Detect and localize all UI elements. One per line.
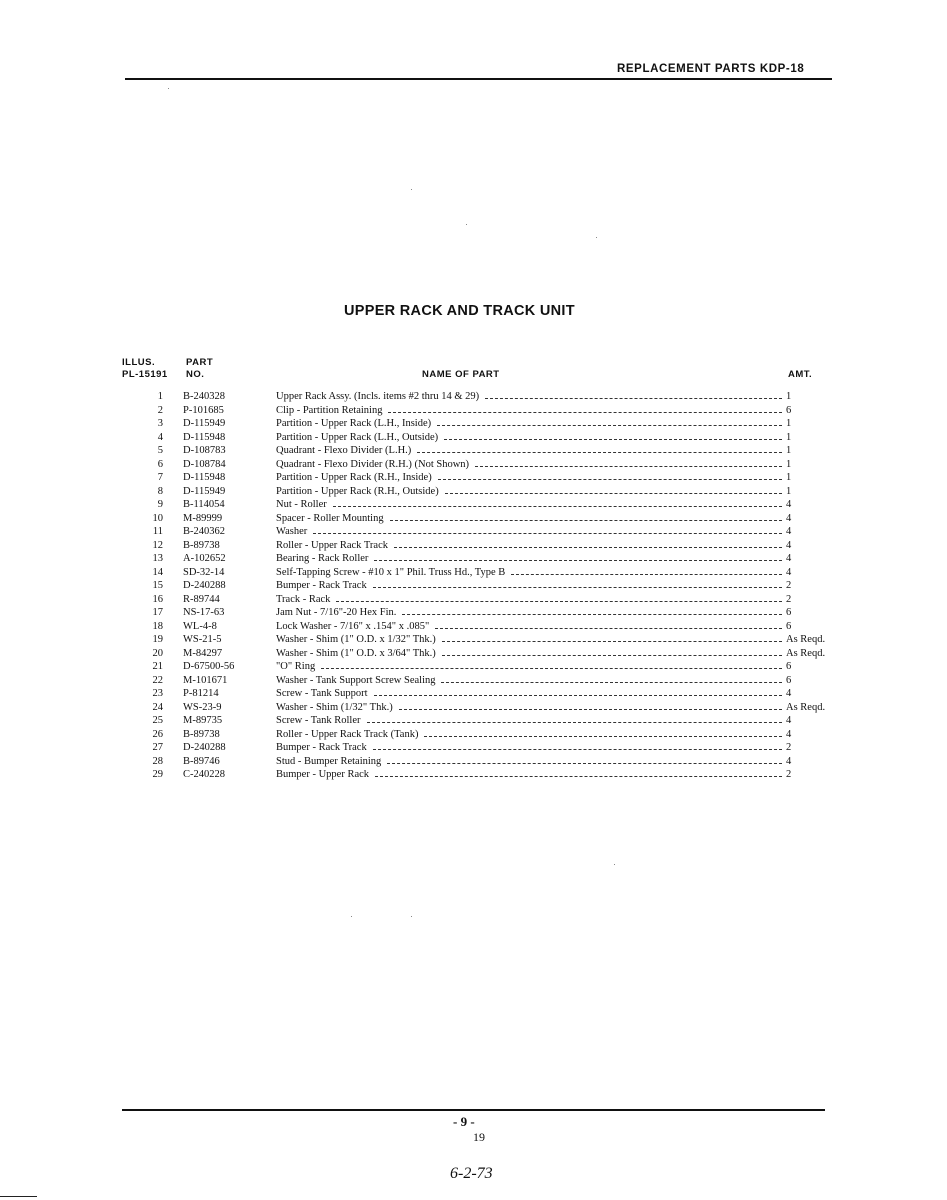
speck (411, 916, 412, 917)
part-name-cell (276, 390, 782, 403)
part-name-cell (276, 417, 782, 430)
part-name: Partition - Upper Rack (R.H., Inside) (276, 472, 432, 483)
parts-row (0, 701, 947, 714)
part-name-cell (276, 566, 782, 579)
part-name-cell (276, 471, 782, 484)
parts-row (0, 485, 947, 498)
part-name: Stud - Bumper Retaining (276, 755, 382, 767)
illus-number: 13 (152, 553, 163, 564)
amount: 1 (786, 472, 792, 483)
part-number: M-101671 (183, 674, 228, 686)
illus-number: 12 (152, 539, 163, 551)
illus-number: 23 (152, 688, 163, 699)
part-number: B-89738 (183, 539, 220, 551)
part-name: Washer - Shim (1" O.D. x 3/64" Thk.) (276, 647, 436, 659)
parts-row (0, 431, 947, 444)
leader-line (336, 601, 782, 602)
amount: 4 (786, 526, 792, 537)
parts-row (0, 660, 947, 673)
leader-line (438, 479, 782, 480)
leader-line (321, 668, 782, 669)
part-number: M-89735 (183, 715, 223, 726)
part-name-cell (276, 525, 782, 538)
illus-number: 19 (152, 634, 163, 645)
part-name: Lock Washer - 7/16" x .154" x .085" (276, 620, 430, 632)
parts-row (0, 444, 947, 457)
part-name: Washer - Tank Support Screw Sealing (276, 674, 436, 686)
amount: As Reqd. (786, 701, 826, 713)
leader-line (511, 574, 782, 575)
part-number: WL-4-8 (183, 620, 217, 632)
amount: 4 (786, 715, 792, 726)
part-name-cell (276, 701, 782, 714)
illus-number: 26 (152, 728, 163, 740)
leader-line (424, 736, 782, 737)
part-name-cell (276, 620, 782, 633)
header-rule (125, 78, 832, 80)
part-number: D-115949 (183, 418, 226, 429)
part-number: M-89999 (183, 512, 223, 524)
illus-number: 16 (152, 593, 163, 605)
amount: 6 (786, 620, 792, 632)
leader-line (444, 439, 782, 440)
leader-line (435, 628, 782, 629)
amount: 4 (786, 755, 792, 767)
illus-number: 14 (152, 566, 163, 578)
amount: 4 (786, 688, 792, 699)
part-name-cell (276, 431, 782, 444)
part-name-cell (276, 552, 782, 565)
speck (411, 189, 412, 190)
part-number: WS-23-9 (183, 701, 222, 713)
parts-row (0, 417, 947, 430)
part-name: Washer - Shim (1/32" Thk.) (276, 701, 393, 713)
part-name-cell (276, 741, 782, 754)
leader-line (442, 655, 782, 656)
speck (351, 916, 352, 917)
illus-number: 5 (157, 445, 163, 456)
parts-row (0, 471, 947, 484)
leader-line (313, 533, 782, 534)
illus-number: 20 (152, 647, 163, 659)
part-name: Screw - Tank Roller (276, 715, 361, 726)
part-name: Track - Rack (276, 593, 331, 605)
amount: 2 (786, 593, 792, 605)
part-name-cell (276, 714, 782, 727)
part-name-cell (276, 647, 782, 660)
amount: 6 (786, 404, 792, 416)
illus-number: 17 (152, 607, 163, 618)
col-part-line1: PART (186, 357, 214, 368)
illus-number: 25 (152, 715, 163, 726)
part-name: Bumper - Rack Track (276, 580, 367, 591)
illus-number: 27 (152, 742, 163, 753)
leader-line (399, 709, 782, 710)
part-name-cell (276, 539, 782, 552)
parts-row (0, 552, 947, 565)
part-name-cell (276, 458, 782, 471)
leader-line (442, 641, 782, 642)
part-name-cell (276, 404, 782, 417)
leader-line (485, 398, 782, 399)
part-name: Bumper - Rack Track (276, 742, 367, 753)
illus-number: 18 (152, 620, 163, 632)
col-part-line2: NO. (186, 369, 205, 380)
part-name-cell (276, 687, 782, 700)
part-name: Washer - Shim (1" O.D. x 1/32" Thk.) (276, 634, 436, 645)
parts-row (0, 539, 947, 552)
leader-line (374, 695, 782, 696)
leader-line (417, 452, 782, 453)
col-amt-heading: AMT. (788, 369, 813, 380)
parts-row (0, 512, 947, 525)
amount: 4 (786, 539, 792, 551)
footer-rule (122, 1109, 825, 1111)
part-number: D-240288 (183, 580, 226, 591)
part-number: D-115948 (183, 431, 226, 443)
amount: 2 (786, 769, 792, 780)
part-name: Partition - Upper Rack (L.H., Outside) (276, 431, 439, 443)
part-name: Roller - Upper Rack Track (276, 539, 388, 551)
amount: 2 (786, 742, 792, 753)
amount: 6 (786, 607, 792, 618)
illus-number: 8 (157, 485, 163, 497)
part-number: B-114054 (183, 499, 225, 510)
amount: 6 (786, 661, 792, 672)
amount: 6 (786, 674, 792, 686)
illus-number: 15 (152, 580, 163, 591)
col-part-heading (186, 357, 213, 381)
speck (614, 864, 615, 865)
amount: As Reqd. (786, 647, 826, 659)
part-number: R-89744 (183, 593, 220, 605)
parts-row (0, 687, 947, 700)
part-number: P-101685 (183, 404, 224, 416)
handwritten-date: 6-2-73 (450, 1165, 493, 1182)
part-number: WS-21-5 (183, 634, 222, 645)
illus-number: 29 (152, 769, 163, 780)
parts-row (0, 579, 947, 592)
page-header: REPLACEMENT PARTS KDP-18 (617, 63, 805, 75)
leader-line (445, 493, 782, 494)
part-name-cell (276, 606, 782, 619)
illus-number: 1 (157, 391, 163, 402)
speck (168, 88, 169, 89)
part-name: Spacer - Roller Mounting (276, 512, 384, 524)
part-name-cell (276, 444, 782, 457)
part-number: B-89738 (183, 728, 220, 740)
part-number: B-240328 (183, 391, 225, 402)
part-name: Clip - Partition Retaining (276, 404, 383, 416)
part-number: A-102652 (183, 553, 226, 564)
part-name: Bearing - Rack Roller (276, 553, 369, 564)
illus-number: 11 (152, 526, 163, 537)
illus-number: 3 (157, 418, 163, 429)
part-name-cell (276, 633, 782, 646)
illus-number: 24 (152, 701, 163, 713)
illus-number: 7 (157, 472, 163, 483)
part-number: D-108784 (183, 458, 226, 470)
amount: 1 (786, 431, 792, 443)
leader-line (475, 466, 782, 467)
illus-number: 22 (152, 674, 163, 686)
part-number: P-81214 (183, 688, 219, 699)
part-number: B-89746 (183, 755, 220, 767)
parts-row (0, 728, 947, 741)
part-name-cell (276, 579, 782, 592)
parts-row (0, 390, 947, 403)
parts-row (0, 566, 947, 579)
parts-row (0, 525, 947, 538)
part-number: SD-32-14 (183, 566, 225, 578)
part-name-cell (276, 674, 782, 687)
part-name: Upper Rack Assy. (Incls. items #2 thru 14 & 29) (276, 391, 480, 402)
page-number: - 9 - (453, 1114, 475, 1129)
leader-line (375, 776, 782, 777)
part-name-cell (276, 512, 782, 525)
illus-number: 9 (157, 499, 163, 510)
leader-line (437, 425, 782, 426)
speck (466, 224, 467, 225)
amount: 1 (786, 458, 792, 470)
part-number: D-115948 (183, 472, 226, 483)
part-name: Bumper - Upper Rack (276, 769, 370, 780)
part-name: Partition - Upper Rack (L.H., Inside) (276, 418, 432, 429)
part-name: Screw - Tank Support (276, 688, 368, 699)
part-name-cell (276, 498, 782, 511)
part-name: Nut - Roller (276, 499, 327, 510)
parts-row (0, 498, 947, 511)
amount: 4 (786, 553, 792, 564)
part-name-cell (276, 593, 782, 606)
col-name-heading: NAME OF PART (422, 369, 500, 380)
amount: 1 (786, 391, 792, 402)
leader-line (374, 560, 782, 561)
leader-line (394, 547, 782, 548)
illus-number: 2 (157, 404, 163, 416)
illus-number: 4 (157, 431, 163, 443)
parts-row (0, 606, 947, 619)
col-illus-line1: ILLUS. (122, 357, 156, 368)
speck (596, 237, 597, 238)
part-name: Washer (276, 526, 308, 537)
parts-row (0, 458, 947, 471)
amount: 4 (786, 499, 792, 510)
amount: 4 (786, 728, 792, 740)
amount: 1 (786, 485, 792, 497)
parts-row (0, 404, 947, 417)
part-name: "O" Ring (276, 661, 316, 672)
part-number: M-84297 (183, 647, 223, 659)
part-name: Quadrant - Flexo Divider (R.H.) (Not Shown) (276, 458, 470, 470)
parts-row (0, 647, 947, 660)
parts-row (0, 755, 947, 768)
col-illus-line2: PL-15191 (122, 369, 168, 380)
part-name: Partition - Upper Rack (R.H., Outside) (276, 485, 439, 497)
part-number: D-240288 (183, 742, 226, 753)
leader-line (373, 587, 782, 588)
part-name-cell (276, 768, 782, 781)
part-number: D-108783 (183, 445, 226, 456)
parts-row (0, 593, 947, 606)
section-title: UPPER RACK AND TRACK UNIT (344, 303, 575, 319)
leader-line (441, 682, 782, 683)
part-name: Roller - Upper Rack Track (Tank) (276, 728, 419, 740)
part-number: C-240228 (183, 769, 225, 780)
leader-line (388, 412, 782, 413)
amount: As Reqd. (786, 634, 826, 645)
parts-row (0, 633, 947, 646)
amount: 1 (786, 418, 792, 429)
part-name: Quadrant - Flexo Divider (L.H.) (276, 445, 412, 456)
illus-number: 21 (152, 661, 163, 672)
parts-row (0, 674, 947, 687)
part-name-cell (276, 660, 782, 673)
illus-number: 28 (152, 755, 163, 767)
part-name: Jam Nut - 7/16"-20 Hex Fin. (276, 607, 397, 618)
amount: 2 (786, 580, 792, 591)
part-name-cell (276, 485, 782, 498)
leader-line (387, 763, 782, 764)
part-number: B-240362 (183, 526, 225, 537)
part-name-cell (276, 728, 782, 741)
leader-line (402, 614, 782, 615)
part-number: NS-17-63 (183, 607, 225, 618)
corner-mark (0, 1196, 37, 1197)
leader-line (333, 506, 782, 507)
part-name: Self-Tapping Screw - #10 x 1" Phil. Truss Hd., Type B (276, 566, 506, 578)
part-number: D-67500-56 (183, 661, 235, 672)
part-number: D-115949 (183, 485, 226, 497)
parts-row (0, 741, 947, 754)
parts-row (0, 714, 947, 727)
amount: 4 (786, 566, 792, 578)
parts-row (0, 768, 947, 781)
amount: 4 (786, 512, 792, 524)
leader-line (390, 520, 782, 521)
leader-line (373, 749, 782, 750)
illus-number: 10 (152, 512, 163, 524)
part-name-cell (276, 755, 782, 768)
parts-row (0, 620, 947, 633)
leader-line (367, 722, 782, 723)
illus-number: 6 (157, 458, 163, 470)
page-subnumber: 19 (473, 1130, 485, 1144)
col-illus-heading (122, 357, 168, 381)
amount: 1 (786, 445, 792, 456)
